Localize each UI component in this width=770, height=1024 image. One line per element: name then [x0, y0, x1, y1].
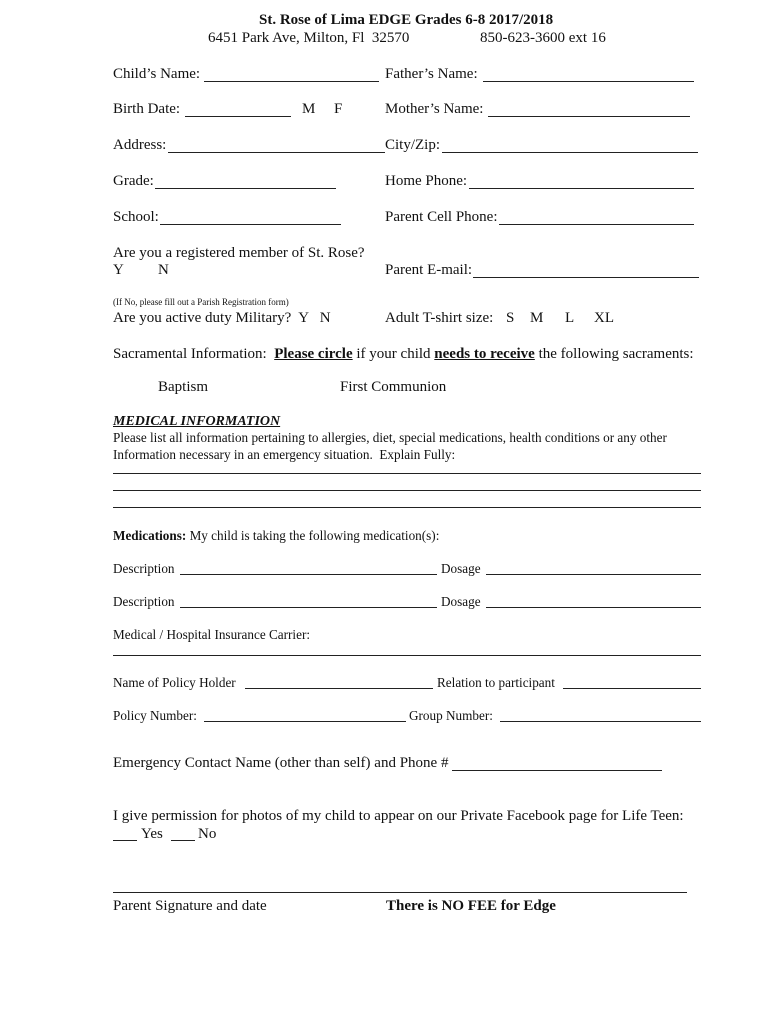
no-fee-note: There is NO FEE for Edge [386, 898, 556, 914]
birth-date-label: Birth Date: [113, 101, 181, 117]
city-zip-field[interactable] [442, 152, 698, 153]
emergency-contact-label: Emergency Contact Name (other than self) and Phone # [113, 755, 449, 771]
school-field[interactable] [160, 224, 341, 225]
description-1-label: Description [113, 561, 175, 576]
medical-details-line-2[interactable] [113, 490, 701, 491]
group-number-label: Group Number: [409, 708, 493, 723]
grade-field[interactable] [155, 188, 336, 189]
parent-cell-field[interactable] [499, 224, 694, 225]
form-title: St. Rose of Lima EDGE Grades 6-8 2017/2018 [259, 12, 554, 28]
tshirt-size-s[interactable]: S [506, 310, 515, 326]
father-name-label: Father’s Name: [385, 66, 478, 82]
father-name-field[interactable] [483, 81, 694, 82]
sacramental-end-text: the following sacraments: [534, 346, 694, 362]
mother-name-label: Mother’s Name: [385, 101, 484, 117]
photo-yes-blank[interactable] [113, 840, 137, 841]
baptism-option[interactable]: Baptism [158, 379, 209, 395]
policy-number-label: Policy Number: [113, 708, 197, 723]
policy-number-field[interactable] [204, 721, 406, 722]
dosage-2-field[interactable] [486, 607, 701, 608]
description-2-label: Description [113, 594, 175, 609]
medications-text: My child is taking the following medication(s): [186, 528, 440, 543]
photo-no-label: No [198, 826, 217, 842]
insurance-carrier-label: Medical / Hospital Insurance Carrier: [113, 627, 311, 642]
parent-signature-field[interactable] [113, 892, 687, 893]
home-phone-field[interactable] [469, 188, 694, 189]
military-question: Are you active duty Military? Y N [113, 310, 331, 326]
insurance-carrier-field[interactable] [113, 655, 701, 656]
group-number-field[interactable] [500, 721, 701, 722]
dosage-2-label: Dosage [441, 594, 481, 609]
policy-holder-label: Name of Policy Holder [113, 675, 236, 690]
medical-details-line-1[interactable] [113, 473, 701, 474]
parent-cell-label: Parent Cell Phone: [385, 209, 498, 225]
sacramental-mid-text: if your child [352, 346, 435, 362]
parish-registration-note: (If No, please fill out a Parish Registration form) [113, 297, 289, 307]
description-2-field[interactable] [180, 607, 437, 608]
parent-signature-label: Parent Signature and date [113, 898, 267, 914]
medical-details-line-3[interactable] [113, 507, 701, 508]
photo-permission-text: I give permission for photos of my child to appear on our Private Facebook page for Life Teen: [113, 808, 684, 824]
relation-field[interactable] [563, 688, 701, 689]
child-name-field[interactable] [204, 81, 379, 82]
needs-to-receive-text: needs to receive [434, 346, 535, 362]
sacramental-info-line [113, 347, 694, 362]
emergency-contact-field[interactable] [452, 770, 662, 771]
relation-label: Relation to participant [437, 675, 555, 690]
dosage-1-label: Dosage [441, 561, 481, 576]
registered-question: Are you a registered member of St. Rose? [113, 245, 365, 261]
medical-instructions-2: Information necessary in an emergency situation. Explain Fully: [113, 447, 456, 462]
photo-yes-label: Yes [141, 826, 163, 842]
church-address: 6451 Park Ave, Milton, Fl 32570 [208, 30, 410, 46]
registered-yes-option[interactable]: Y [113, 262, 124, 278]
tshirt-size-label: Adult T-shirt size: [385, 310, 494, 326]
parent-email-field[interactable] [473, 277, 699, 278]
description-1-field[interactable] [180, 574, 437, 575]
mother-name-field[interactable] [488, 116, 690, 117]
address-label: Address: [113, 137, 167, 153]
dosage-1-field[interactable] [486, 574, 701, 575]
medical-info-heading: MEDICAL INFORMATION [113, 414, 281, 429]
policy-holder-field[interactable] [245, 688, 433, 689]
sex-f-option[interactable]: F [334, 101, 343, 117]
sex-m-option[interactable]: M [302, 101, 316, 117]
please-circle-text: Please circle [274, 346, 353, 362]
sacramental-label: Sacramental Information: [113, 346, 275, 362]
address-field[interactable] [168, 152, 385, 153]
tshirt-size-xl[interactable]: XL [594, 310, 614, 326]
school-label: School: [113, 209, 159, 225]
home-phone-label: Home Phone: [385, 173, 468, 189]
parent-email-label: Parent E-mail: [385, 262, 473, 278]
birth-date-field[interactable] [185, 116, 291, 117]
medical-instructions-1: Please list all information pertaining to allergies, diet, special medications, health conditions or any other [113, 430, 667, 445]
grade-label: Grade: [113, 173, 154, 189]
medications-label: Medications: [113, 528, 187, 543]
photo-no-blank[interactable] [171, 840, 195, 841]
child-name-label: Child’s Name: [113, 66, 201, 82]
tshirt-size-l[interactable]: L [565, 310, 575, 326]
registered-no-option[interactable]: N [158, 262, 169, 278]
first-communion-option[interactable]: First Communion [340, 379, 447, 395]
medications-line [113, 529, 439, 542]
city-zip-label: City/Zip: [385, 137, 441, 153]
tshirt-size-m[interactable]: M [530, 310, 544, 326]
church-phone: 850-623-3600 ext 16 [480, 30, 606, 46]
